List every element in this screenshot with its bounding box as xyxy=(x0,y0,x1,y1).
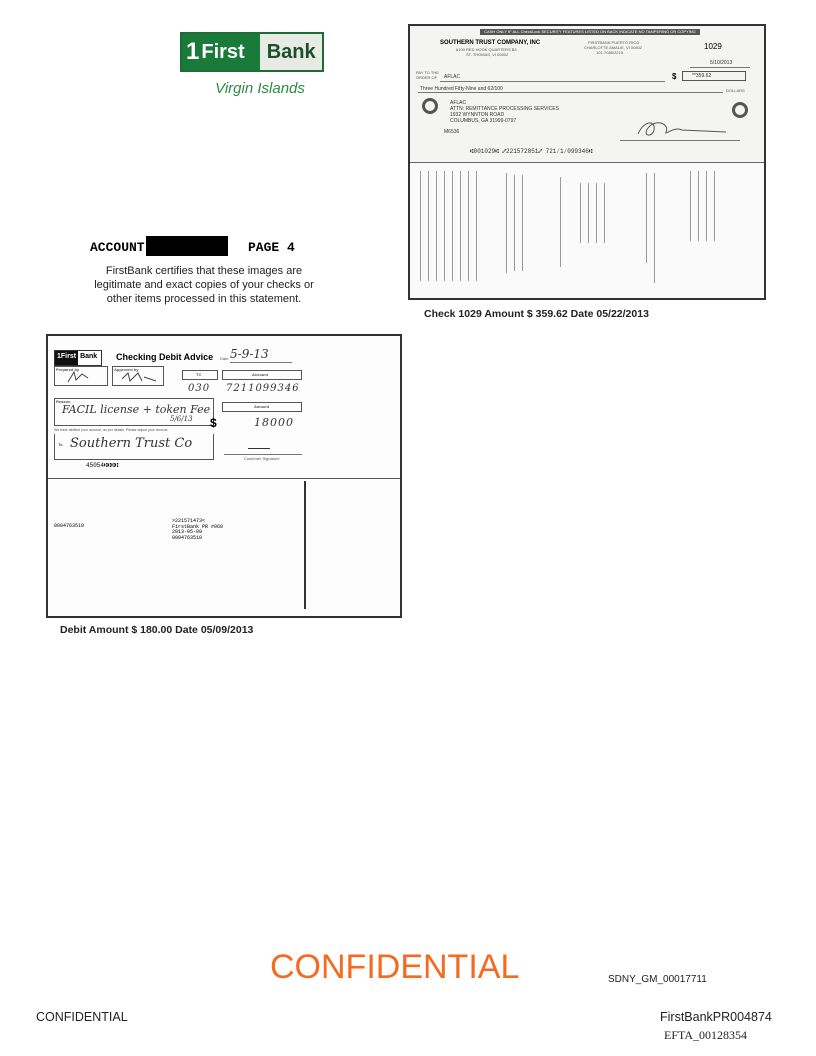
debit-advice-back xyxy=(48,479,400,616)
debit-date-label: Date xyxy=(220,356,229,361)
to-value: Southern Trust Co xyxy=(70,436,193,451)
prepared-initials-icon xyxy=(66,370,96,384)
check-micr-line: ⑆001029⑆ ⑇221572851⑇ 721⁄1⁄099346⑆ xyxy=(470,148,593,155)
sdny-bates-number: SDNY_GM_00017711 xyxy=(608,974,707,985)
check-bank-name: FIRSTBANK PUERTO RICO xyxy=(588,40,640,45)
check-security-banner: CASH ONLY IF ALL CheckLock SECURITY FEATURES LISTED ON BACK INDICATE NO TAMPERING OR COPYING xyxy=(480,29,700,35)
check-dollars-label: DOLLARS xyxy=(726,88,745,93)
reason-text: FACIL license + token Fee xyxy=(62,403,211,416)
check-back xyxy=(410,163,764,298)
debit-advice-front xyxy=(48,336,400,479)
debit-date-value: 5-9-13 xyxy=(230,347,269,361)
amount-field-label: Amount xyxy=(254,404,270,409)
debit-advice-image xyxy=(46,334,402,618)
check-payer-name: SOUTHERN TRUST COMPANY, INC xyxy=(440,40,541,46)
firstbank-bates-number: FirstBankPR004874 xyxy=(660,1010,772,1024)
debit-caption: Debit Amount $ 180.00 Date 05/09/2013 xyxy=(60,624,254,636)
confidential-footer-label: CONFIDENTIAL xyxy=(36,1010,128,1024)
logo-subtitle: Virgin Islands xyxy=(215,80,305,97)
debit-back-stamp-line3: 2013-05-09 xyxy=(172,529,203,535)
check-payee: AFLAC xyxy=(444,74,461,80)
approved-initials-icon xyxy=(120,371,160,385)
check-payer-addr1: 6100 RED HOOK QUARTERS B3 xyxy=(456,47,517,52)
seal-icon-right xyxy=(732,102,748,118)
tc-label: TC xyxy=(196,372,202,377)
to-label: To xyxy=(58,442,63,447)
check-memo-code: M6536 xyxy=(444,129,460,135)
debit-back-left-number: 0004763510 xyxy=(54,523,85,529)
account-redaction xyxy=(146,236,228,256)
debit-back-stamp-line4: 0004763510 xyxy=(172,534,203,541)
debit-serial: 45054⑆⑆⑆⑆ xyxy=(86,462,119,469)
check-addr-4: COLUMBUS, GA 31999-0797 xyxy=(450,118,517,124)
check-bank-addr1: CHARLOTTE AMALIE, VI 00802 xyxy=(584,45,643,50)
logo-one: 1 xyxy=(186,38,200,65)
page-label: PAGE 4 xyxy=(248,240,295,255)
debit-dollar-sign: $ xyxy=(210,416,217,430)
debit-back-stamp-line2: FirstBank PR #060 xyxy=(172,523,224,530)
debit-back-stamp-line1: >221571473< xyxy=(172,518,206,524)
check-date: 5/10/2013 xyxy=(710,60,733,66)
account-label: ACCOUNT xyxy=(90,240,145,255)
check-front: CASH ONLY IF ALL CheckLock SECURITY FEATURES LISTED ON BACK INDICATE NO TAMPERING OR COPYING SOUTHERN TRUST COMPANY, INC 6100 RED HOOK QUARTERS B3 ST. THOMAS, VI 00802 FIRSTBANK PUERTO RICO CHARLOTTE AMALIE, VI 00802 101-7085/2215 1029 5/10/2013 PAY TO THE ORDER OF AFLAC $ **359.62 Three Hundred Fifty-Nine and 62/100 DOLLARS AFLAC ATTN: REMITTANCE PROCESSING SERVICES 1932 WYNNTON ROAD COLUMBUS, GA 31999-0797 M6536 ⑆001029⑆ ⑇221572851⑇ 721⁄1⁄099346⑆ xyxy=(410,26,764,163)
logo-bank: Bank xyxy=(260,34,322,70)
check-number: 1029 xyxy=(704,42,722,51)
reason-label: Reason xyxy=(56,399,71,404)
check-addr-2: ATTN: REMITTANCE PROCESSING SERVICES xyxy=(450,106,559,112)
check-addr-1: AFLAC xyxy=(450,100,467,106)
customer-signature-label: Customer Signature xyxy=(244,456,280,461)
reason-date: 5/6/13 xyxy=(170,415,193,423)
debit-brand-logo: 1First Bank xyxy=(54,350,102,366)
approved-by-label: Approved by xyxy=(114,367,139,372)
debit-back-stamp xyxy=(172,519,223,541)
pay-to-label-1: PAY TO THE xyxy=(416,70,439,75)
tc-value: 030 xyxy=(188,383,211,394)
confidential-watermark: CONFIDENTIAL xyxy=(270,948,520,986)
prepared-by-label: Prepared by xyxy=(56,367,80,372)
logo-mark xyxy=(182,34,260,70)
firstbank-logo xyxy=(180,32,324,72)
account-field-label: Account xyxy=(252,372,268,377)
check-amount: **359.62 xyxy=(692,73,712,79)
debit-amount-value: 18000 xyxy=(254,416,294,429)
pay-to-label-2: ORDER OF xyxy=(416,75,438,80)
check-image xyxy=(408,24,766,300)
check-caption: Check 1029 Amount $ 359.62 Date 05/22/2013 xyxy=(424,308,649,320)
efta-number: EFTA_00128354 xyxy=(664,1028,748,1042)
debit-title: Checking Debit Advice xyxy=(116,352,214,362)
signature-icon xyxy=(630,116,730,142)
check-amount-words: Three Hundred Fifty-Nine and 62/100 xyxy=(420,86,503,92)
check-bank-addr2: 101-7085/2215 xyxy=(596,50,623,55)
certification-text: FirstBank certifies that these images are legitimate and exact copies of your checks or other items processed in this statement. xyxy=(94,265,314,305)
check-payer-addr2: ST. THOMAS, VI 00802 xyxy=(466,52,509,57)
seal-icon-left xyxy=(422,98,438,114)
check-addr-3: 1932 WYNNTON ROAD xyxy=(450,112,505,118)
logo-first: First xyxy=(201,40,245,63)
debit-note: We have debited your account, as per details. Please adjust your records xyxy=(54,428,168,432)
account-value: 7211099346 xyxy=(226,383,300,394)
